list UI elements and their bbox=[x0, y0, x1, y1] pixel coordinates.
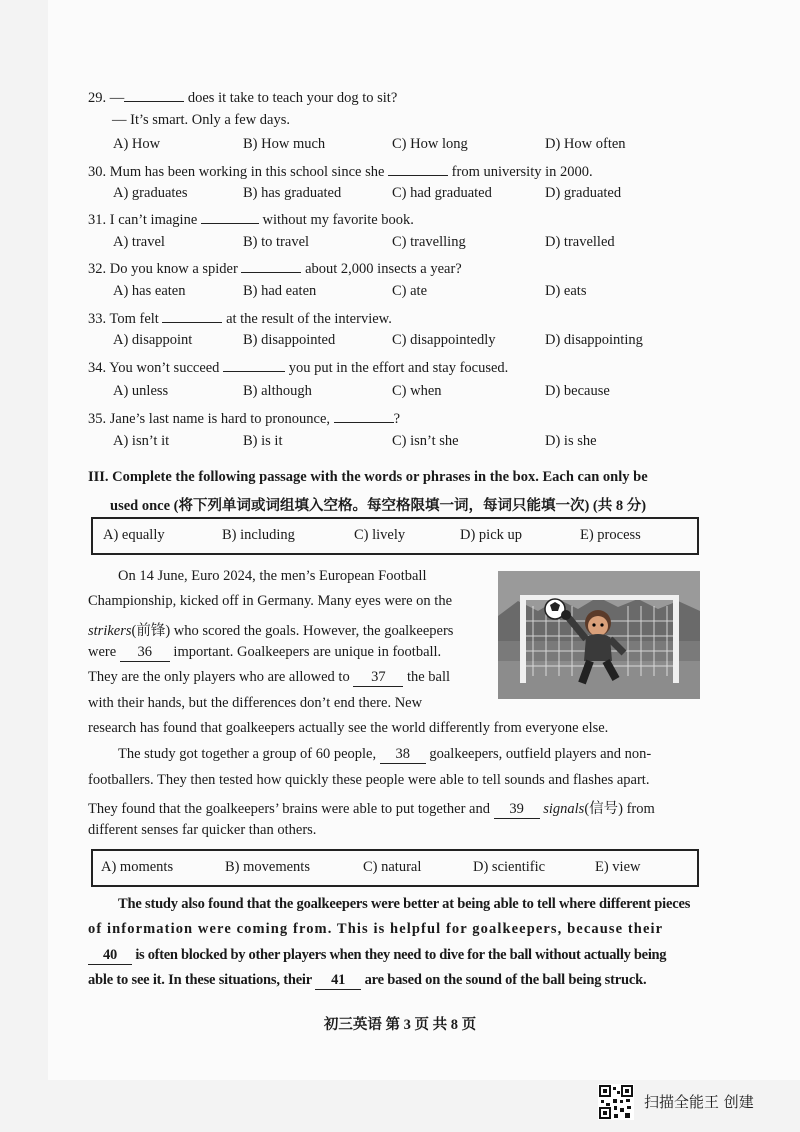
passage-text: important. Goalkeepers are unique in football. bbox=[169, 644, 442, 660]
question-29-reply: — It’s smart. Only a few days. bbox=[112, 112, 290, 128]
passage-line bbox=[88, 644, 441, 662]
passage-text: able to see it. In these situations, their bbox=[88, 972, 316, 988]
question-text: 31. I can’t imagine bbox=[88, 212, 201, 228]
option-d: D) because bbox=[545, 383, 610, 399]
question-text: without my favorite book. bbox=[258, 212, 414, 228]
blank-36: 36 bbox=[120, 644, 170, 662]
option-b: B) How much bbox=[243, 136, 326, 152]
option-a: A) graduates bbox=[113, 185, 188, 201]
answer-blank bbox=[334, 408, 394, 423]
option-d: D) travelled bbox=[545, 234, 615, 250]
question-33 bbox=[88, 308, 392, 328]
question-35 bbox=[88, 408, 400, 428]
question-text: 35. Jane’s last name is hard to pronounce, bbox=[88, 411, 334, 427]
question-30-options bbox=[0, 185, 800, 205]
passage-line: with their hands, but the differences don’t end there. New bbox=[88, 695, 423, 711]
passage-text: are based on the sound of the ball being struck. bbox=[361, 972, 647, 988]
question-31 bbox=[88, 209, 414, 229]
word-box-item: C) lively bbox=[354, 527, 406, 543]
option-b: B) had eaten bbox=[243, 283, 317, 299]
option-c: C) disappointedly bbox=[392, 332, 496, 348]
question-text: about 2,000 insects a year? bbox=[301, 261, 462, 277]
passage-text: The study got together a group of 60 people, bbox=[118, 746, 380, 762]
answer-blank bbox=[162, 308, 222, 323]
option-c: C) How long bbox=[392, 136, 468, 152]
question-29 bbox=[88, 87, 397, 107]
option-d: D) How often bbox=[545, 136, 626, 152]
passage-line: The study also found that the goalkeepers were better at being able to tell where different pieces bbox=[118, 896, 691, 912]
question-text: at the result of the interview. bbox=[222, 311, 392, 327]
passage-text: They are the only players who are allowed to bbox=[88, 669, 354, 685]
qr-code-icon bbox=[598, 1084, 634, 1120]
question-29-options bbox=[0, 136, 800, 156]
question-text: 34. You won’t succeed bbox=[88, 360, 224, 376]
passage-text: (信号) from bbox=[584, 801, 655, 817]
question-34-options bbox=[0, 383, 800, 403]
option-b: B) is it bbox=[243, 433, 283, 449]
word-box-2 bbox=[91, 849, 699, 887]
passage-text: were bbox=[88, 644, 120, 660]
passage-line: research has found that goalkeepers actually see the world differently from everyone else. bbox=[88, 720, 609, 736]
word-box-item: A) moments bbox=[101, 859, 174, 875]
question-text: 32. Do you know a spider bbox=[88, 261, 242, 277]
passage-line bbox=[88, 669, 450, 687]
option-a: A) travel bbox=[113, 234, 165, 250]
passage-text: is often blocked by other players when they need to dive for the ball without actually being bbox=[132, 947, 667, 963]
question-32 bbox=[88, 258, 462, 278]
word-box-item: D) pick up bbox=[460, 527, 523, 543]
question-text: does it take to teach your dog to sit? bbox=[184, 90, 398, 106]
answer-blank bbox=[201, 209, 259, 224]
section-instructions: used once (将下列单词或词组填入空格。每空格限填一词，每词只能填一次) (共 8 分) bbox=[110, 498, 647, 514]
passage-line bbox=[88, 947, 666, 965]
option-c: C) travelling bbox=[392, 234, 466, 250]
word-box-item: E) process bbox=[580, 527, 641, 543]
question-text: ? bbox=[393, 411, 401, 427]
option-a: A) How bbox=[113, 136, 161, 152]
option-a: A) has eaten bbox=[113, 283, 186, 299]
passage-line: of information were coming from. This is helpful for goalkeepers, because their bbox=[88, 921, 664, 937]
answer-blank bbox=[388, 161, 448, 176]
italic-word: strikers bbox=[88, 623, 132, 639]
word-box-item: B) movements bbox=[225, 859, 310, 875]
passage-text: the ball bbox=[403, 669, 451, 685]
word-box-item: D) scientific bbox=[473, 859, 546, 875]
passage-line bbox=[88, 797, 655, 819]
question-35-options bbox=[0, 433, 800, 453]
blank-39: 39 bbox=[494, 801, 540, 819]
page-footer: 初三英语 第 3 页 共 8 页 bbox=[323, 1017, 477, 1033]
blank-41: 41 bbox=[315, 972, 361, 990]
option-b: B) has graduated bbox=[243, 185, 342, 201]
passage-line bbox=[88, 619, 453, 640]
word-box-item: C) natural bbox=[363, 859, 422, 875]
answer-blank bbox=[124, 87, 184, 102]
question-32-options bbox=[0, 283, 800, 303]
option-a: A) disappoint bbox=[113, 332, 193, 348]
question-text: you put in the effort and stay focused. bbox=[285, 360, 509, 376]
passage-text: (前锋) who scored the goals. However, the goalkeepers bbox=[131, 623, 454, 639]
passage-text: goalkeepers, outfield players and non- bbox=[425, 746, 652, 762]
option-a: A) unless bbox=[113, 383, 169, 399]
option-d: D) graduated bbox=[545, 185, 622, 201]
passage-line bbox=[88, 972, 646, 990]
question-33-options bbox=[0, 332, 800, 352]
passage-line: different senses far quicker than others. bbox=[88, 822, 317, 838]
question-text: 30. Mum has been working in this school since she bbox=[88, 164, 389, 180]
question-31-options bbox=[0, 234, 800, 254]
option-c: C) isn’t she bbox=[392, 433, 459, 449]
scanner-watermark bbox=[598, 1084, 788, 1120]
passage-line: footballers. They then tested how quickly these people were able to tell sounds and flashes apart. bbox=[88, 772, 650, 788]
goalkeeper-illustration bbox=[498, 571, 700, 699]
option-b: B) to travel bbox=[243, 234, 310, 250]
word-box-item: E) view bbox=[595, 859, 641, 875]
option-c: C) ate bbox=[392, 283, 428, 299]
question-text: 33. Tom felt bbox=[88, 311, 163, 327]
watermark-text: 扫描全能王 创建 bbox=[644, 1093, 754, 1111]
passage-line: Championship, kicked off in Germany. Many eyes were on the bbox=[88, 593, 453, 609]
question-text: 29. — bbox=[88, 90, 125, 106]
answer-blank bbox=[223, 357, 285, 372]
question-34 bbox=[88, 357, 508, 377]
option-c: C) had graduated bbox=[392, 185, 492, 201]
blank-38: 38 bbox=[380, 746, 426, 764]
option-a: A) isn’t it bbox=[113, 433, 170, 449]
question-30 bbox=[88, 161, 593, 181]
option-b: B) disappointed bbox=[243, 332, 336, 348]
option-d: D) disappointing bbox=[545, 332, 643, 348]
word-box-1 bbox=[91, 517, 699, 555]
word-box-item: A) equally bbox=[103, 527, 165, 543]
italic-word: signals bbox=[543, 801, 585, 817]
option-d: D) is she bbox=[545, 433, 597, 449]
passage-text: They found that the goalkeepers’ brains were able to put together and bbox=[88, 801, 494, 817]
answer-blank bbox=[241, 258, 301, 273]
option-c: C) when bbox=[392, 383, 442, 399]
option-b: B) although bbox=[243, 383, 312, 399]
blank-37: 37 bbox=[353, 669, 403, 687]
option-d: D) eats bbox=[545, 283, 587, 299]
blank-40: 40 bbox=[88, 947, 132, 965]
word-box-item: B) including bbox=[222, 527, 295, 543]
passage-line bbox=[118, 746, 651, 764]
section-title: III. Complete the following passage with the words or phrases in the box. Each can only be bbox=[88, 469, 648, 485]
passage-line: On 14 June, Euro 2024, the men’s European Football bbox=[118, 568, 427, 584]
question-text: from university in 2000. bbox=[448, 164, 593, 180]
